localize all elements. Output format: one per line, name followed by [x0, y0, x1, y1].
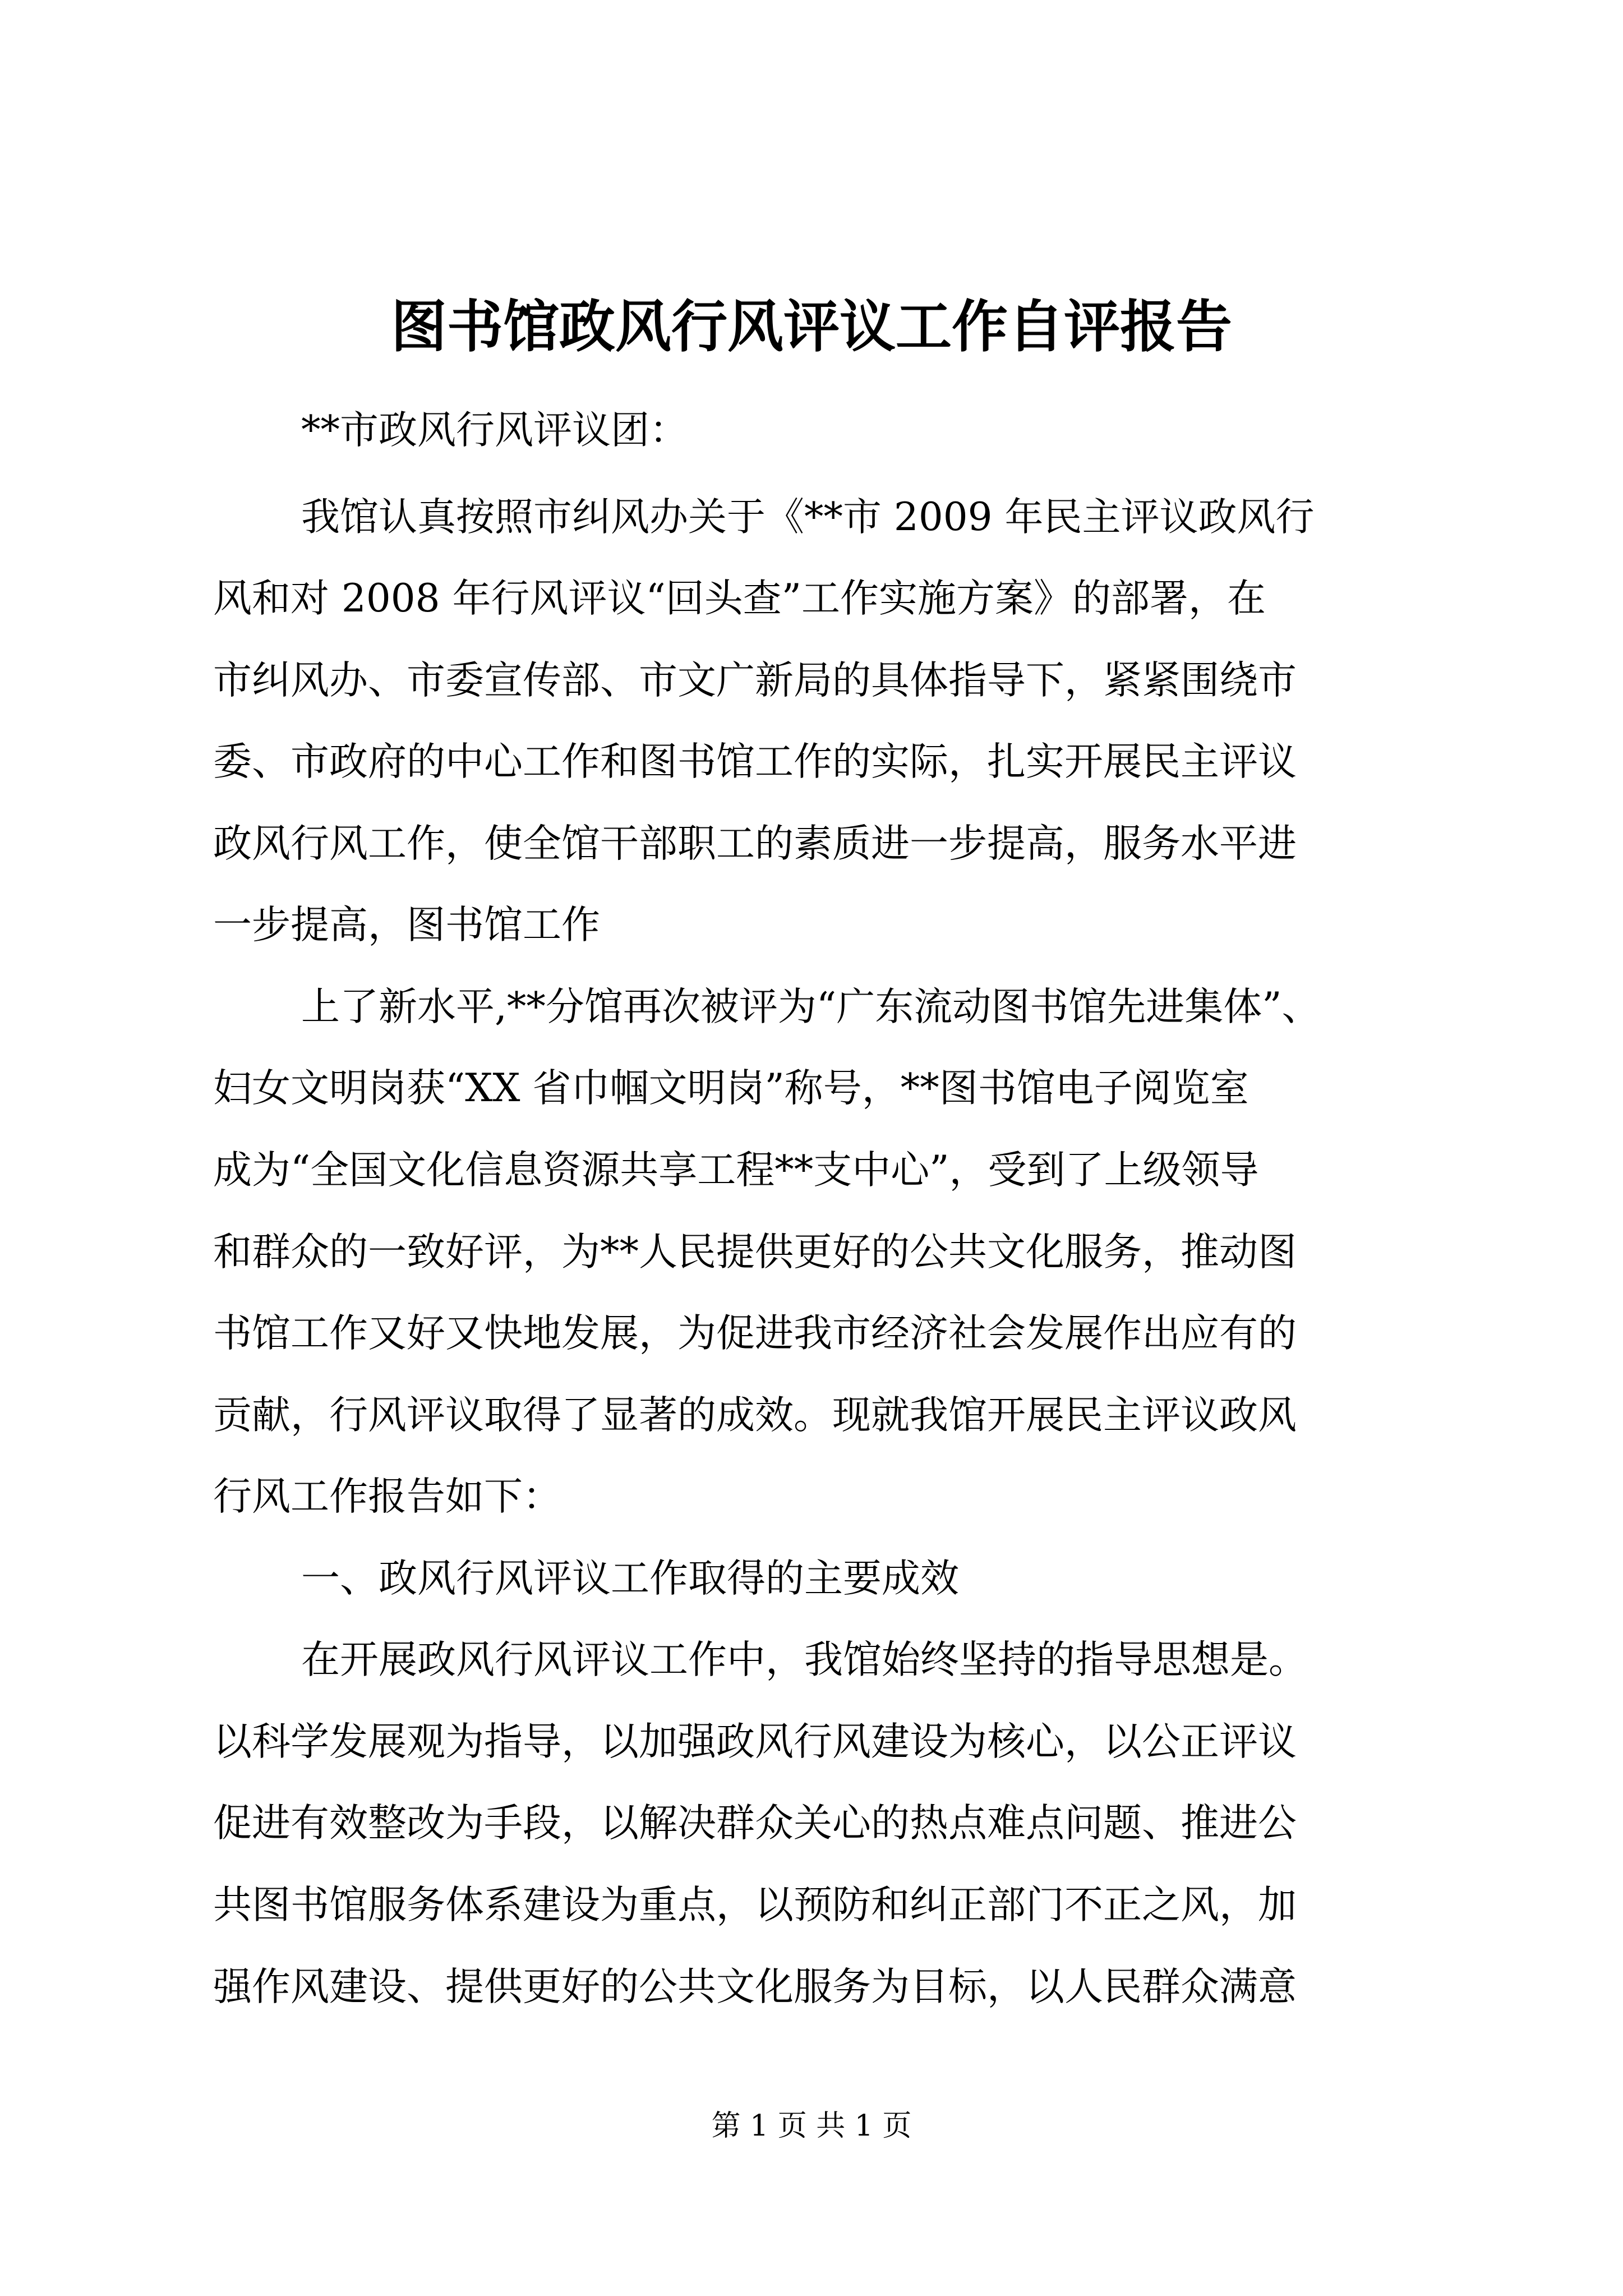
section-heading: 一、政风行风评议工作取得的主要成效 [301, 1556, 959, 1601]
body-line: 贡献，行风评议取得了显著的成效。现就我馆开展民主评议政风 [213, 1393, 1297, 1438]
body-line: 促进有效整改为手段，以解决群众关心的热点难点问题、推进公 [213, 1801, 1297, 1846]
body-line: 政风行风工作，使全馆干部职工的素质进一步提高，服务水平进 [213, 821, 1297, 866]
body-line: 妇女文明岗获“XX 省巾帼文明岗”称号，**图书馆电子阅览室 [213, 1066, 1249, 1111]
salutation-line: **市政风行风评议团： [301, 408, 688, 453]
body-line: 行风工作报告如下： [213, 1474, 561, 1519]
body-line: 委、市政府的中心工作和图书馆工作的实际，扎实开展民主评议 [213, 739, 1297, 784]
body-line: 共图书馆服务体系建设为重点，以预防和纠正部门不正之风，加 [213, 1883, 1297, 1927]
body-line: 一步提高，图书馆工作 [213, 903, 600, 947]
body-line: 以科学发展观为指导，以加强政风行风建设为核心，以公正评议 [213, 1719, 1297, 1764]
page-title: 图书馆政风行风评议工作自评报告 [391, 293, 1232, 360]
body-line: 市纠风办、市委宣传部、市文广新局的具体指导下，紧紧围绕市 [213, 658, 1297, 703]
body-line: 书馆工作又好又快地发展，为促进我市经济社会发展作出应有的 [213, 1311, 1297, 1356]
body-line: 我馆认真按照市纠风办关于《**市 2009 年民主评议政风行 [301, 495, 1315, 540]
body-line: 强作风建设、提供更好的公共文化服务为目标，以人民群众满意 [213, 1964, 1297, 2009]
body-line: 上了新水平,**分馆再次被评为“广东流动图书馆先进集体”、 [301, 984, 1321, 1029]
body-line: 和群众的一致好评，为**人民提供更好的公共文化服务，推动图 [213, 1230, 1297, 1274]
body-line: 风和对 2008 年行风评议“回头查”工作实施方案》的部署，在 [213, 576, 1266, 621]
page-number: 第 1 页 共 1 页 [711, 2109, 912, 2143]
body-line: 在开展政风行风评议工作中，我馆始终坚持的指导思想是。 [301, 1637, 1307, 1682]
body-line: 成为“全国文化信息资源共享工程**支中心”，受到了上级领导 [213, 1148, 1259, 1193]
